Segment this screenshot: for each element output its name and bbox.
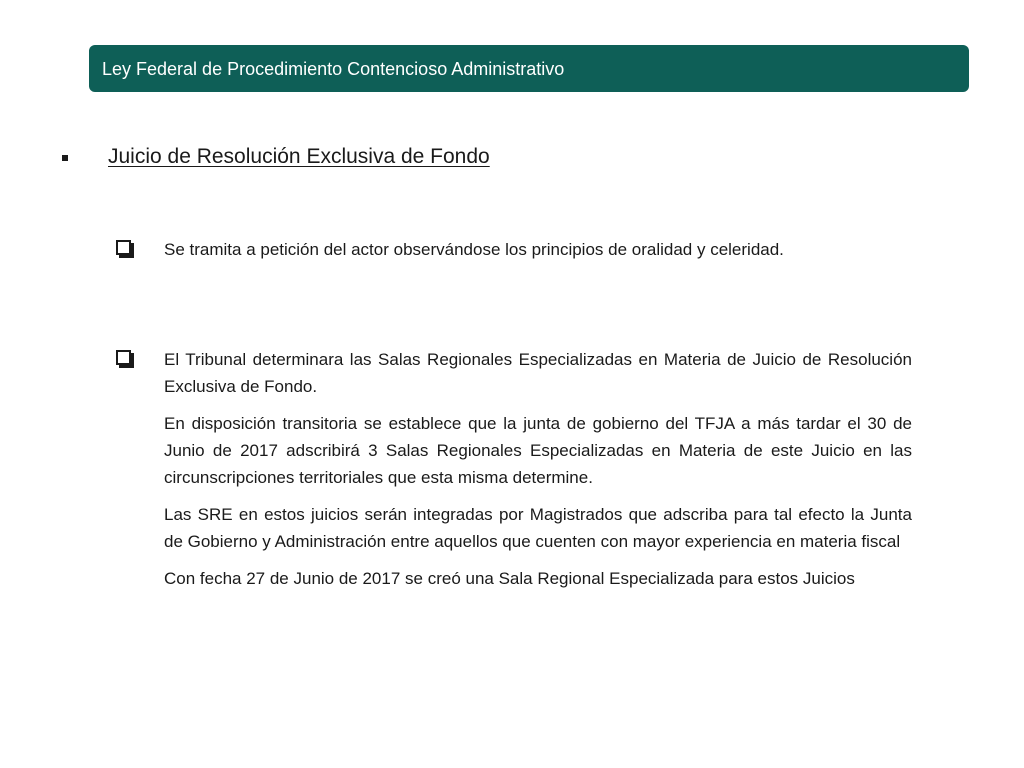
list-item <box>116 346 912 592</box>
section-heading <box>62 145 490 169</box>
item-paragraph: Se tramita a petición del actor observándose los principios de oralidad y celeridad. <box>164 240 784 259</box>
item-paragraph: El Tribunal determinara las Salas Regionales Especializadas en Materia de Juicio de Resolución Exclusiva de Fondo. <box>164 350 912 396</box>
item-paragraph: Las SRE en estos juicios serán integradas por Magistrados que adscriba para tal efecto la Junta de Gobierno y Administración entre aquellos que cuenten con mayor experiencia en materia fiscal <box>164 505 912 551</box>
section-title: Juicio de Resolución Exclusiva de Fondo <box>108 145 490 168</box>
item-paragraph: En disposición transitoria se establece que la junta de gobierno del TFJA a más tardar el 30 de Junio de 2017 adscribirá 3 Salas Regionales Especializadas en Materia de este Juicio en las circunscripciones territoriales que esta misma determine. <box>164 414 912 487</box>
list-item <box>116 236 912 263</box>
checkbox-icon <box>116 350 131 365</box>
square-bullet-icon <box>62 155 68 161</box>
item-paragraph: Con fecha 27 de Junio de 2017 se creó una Sala Regional Especializada para estos Juicios <box>164 569 855 588</box>
checkbox-icon <box>116 240 131 255</box>
header-title: Ley Federal de Procedimiento Contencioso Administrativo <box>102 58 565 79</box>
header-bar <box>89 45 969 92</box>
